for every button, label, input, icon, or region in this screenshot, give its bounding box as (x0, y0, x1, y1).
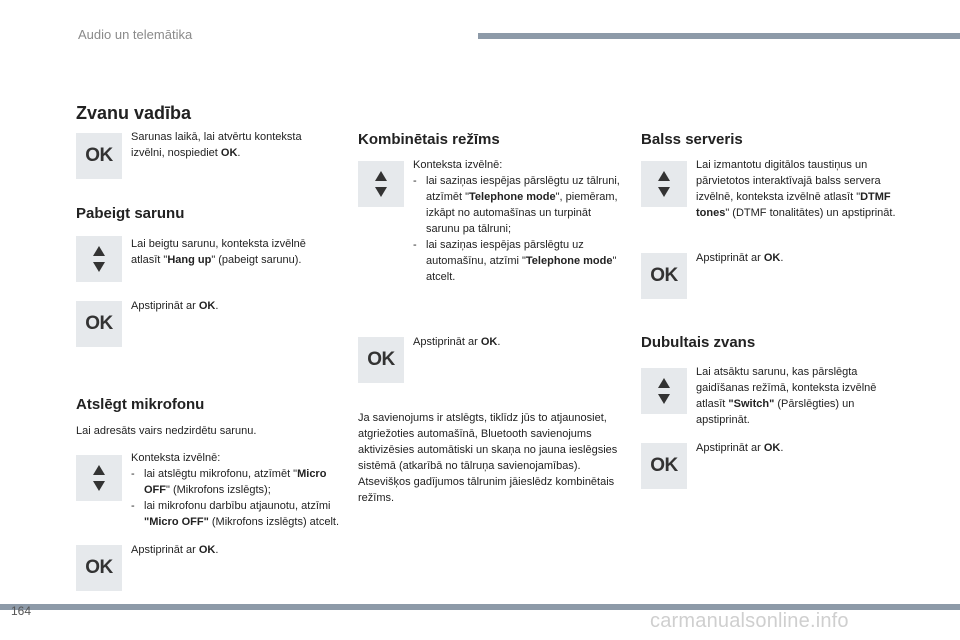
combined-note: Ja savienojums ir atslēgts, tiklīdz jūs to atjaunosiet, atgriežoties automašīnā, Bluetooth savienojums aktivizēsies automātiski un skaņa no jauna ieslēgsies sistēmā (atkarībā no tālruņa savienojamības). Atsevišķos gadījumos tālrunim jāieslēdz kombinētais režīms. (358, 412, 618, 504)
menu-label: Konteksta izvēlnē: (131, 452, 221, 464)
intro-text: Sarunas laikā, lai atvērtu konteksta izvēlni, nospiediet OK. (131, 131, 302, 159)
ok-button-tile (76, 133, 122, 179)
confirm-text: Apstiprināt ar OK. (131, 544, 219, 556)
hang-up-heading: Pabeigt sarunu (76, 205, 185, 222)
ok-label: OK (85, 313, 113, 334)
ok-button-tile (358, 337, 404, 383)
mute-description: Lai adresāts vairs nedzirdētu sarunu. (76, 425, 257, 437)
combined-menu (413, 157, 623, 285)
voice-server-heading: Balss serveris (641, 131, 743, 148)
confirm-text: Apstiprināt ar OK. (696, 252, 784, 264)
ok-button-tile (76, 545, 122, 591)
list-item: - lai mikrofonu darbību atjaunotu, atzīmi "Micro OFF" (Mikrofons izslēgts) atcelt. (131, 500, 340, 528)
confirm-text: Apstiprināt ar OK. (413, 336, 501, 348)
hang-up-text: Lai beigtu sarunu, konteksta izvēlnē atlasīt "Hang up" (pabeigt sarunu). (131, 238, 306, 266)
arrow-down-icon (658, 187, 670, 197)
list-item: - lai atslēgtu mikrofonu, atzīmēt "Micro OFF" (Mikrofons izslēgts); (131, 468, 327, 496)
ok-label: OK (85, 557, 113, 578)
arrow-down-icon (93, 262, 105, 272)
arrow-up-icon (375, 171, 387, 181)
up-down-arrows-tile (76, 455, 122, 501)
confirm-text: Apstiprināt ar OK. (131, 300, 219, 312)
mute-menu (131, 450, 341, 530)
ok-label: OK (85, 145, 113, 166)
page-number: 164 (11, 604, 32, 618)
ok-button-tile (76, 301, 122, 347)
arrow-down-icon (658, 394, 670, 404)
arrow-down-icon (93, 481, 105, 491)
arrow-up-icon (658, 171, 670, 181)
menu-label: Konteksta izvēlnē: (413, 159, 503, 171)
page-title: Zvanu vadība (76, 103, 192, 123)
double-call-text: Lai atsāktu sarunu, kas pārslēgta gaidīšanas režīmā, konteksta izvēlnē atlasīt "Switch" (Pārslēgties) un apstiprināt. (696, 366, 877, 426)
combined-mode-heading: Kombinētais režīms (358, 131, 500, 148)
up-down-arrows-tile (641, 368, 687, 414)
confirm-text: Apstiprināt ar OK. (696, 442, 784, 454)
up-down-arrows-tile (641, 161, 687, 207)
ok-button-tile (641, 253, 687, 299)
double-call-heading: Dubultais zvans (641, 334, 756, 351)
ok-button-tile (641, 443, 687, 489)
header-divider (478, 33, 960, 39)
arrow-down-icon (375, 187, 387, 197)
arrow-up-icon (658, 378, 670, 388)
header-title: Audio un telemātika (78, 27, 193, 42)
ok-label: OK (367, 349, 395, 370)
up-down-arrows-tile (358, 161, 404, 207)
list-item: - lai saziņas iespējas pārslēgtu uz automašīnu, atzīmi "Telephone mode" atcelt. (413, 239, 617, 283)
voice-server-text: Lai izmantotu digitālos taustiņus un pārvietotos interaktīvajā balss servera izvēlnē, konteksta izvēlnē atlasīt "DTMF tones" (DTMF tonalitātes) un apstiprināt. (696, 159, 896, 219)
up-down-arrows-tile (76, 236, 122, 282)
arrow-up-icon (93, 465, 105, 475)
mute-heading: Atslēgt mikrofonu (76, 396, 205, 413)
list-item: - lai saziņas iespējas pārslēgtu uz tālruni, atzīmēt "Telephone mode", piemēram, izkāpt no automašīnas un turpināt sarunu pa tālruni; (413, 175, 620, 235)
ok-label: OK (650, 455, 678, 476)
arrow-up-icon (93, 246, 105, 256)
ok-label: OK (650, 265, 678, 286)
watermark: carmanualsonline.info (650, 610, 849, 632)
